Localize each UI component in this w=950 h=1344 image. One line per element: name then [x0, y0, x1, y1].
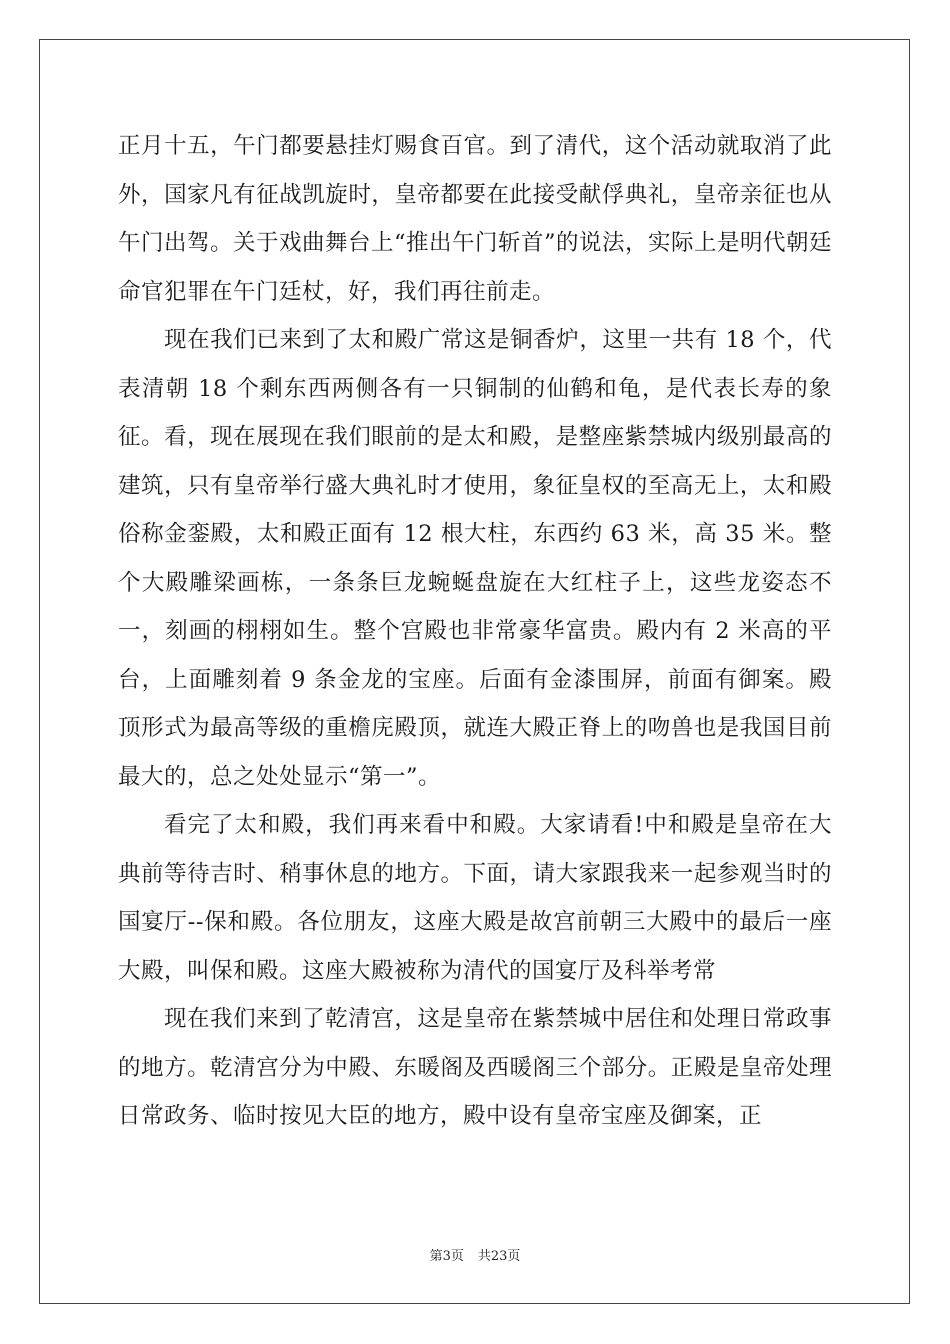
page-number-current: 第3页	[429, 1249, 464, 1264]
page-number-total: 共23页	[477, 1249, 521, 1264]
paragraph-3: 看完了太和殿，我们再来看中和殿。大家请看!中和殿是皇帝在大典前等待吉时、稍事休息的地方。下面，请大家跟我来一起参观当时的国宴厅--保和殿。各位朋友，这座大殿是故宫前朝三大殿中的最后一座大殿，叫保和殿。这座大殿被称为清代的国宴厅及科举考常	[118, 812, 832, 984]
paragraph-4: 现在我们来到了乾清宫，这是皇帝在紫禁城中居住和处理日常政事的地方。乾清宫分为中殿、东暖阁及西暖阁三个部分。正殿是皇帝处理日常政务、临时按见大臣的地方，殿中设有皇帝宝座及御案，正	[118, 1006, 832, 1129]
paragraph-2: 现在我们已来到了太和殿广常这是铜香炉，这里一共有 18 个，代表清朝 18 个剩东西两侧各有一只铜制的仙鹤和龟，是代表长寿的象征。看，现在展现在我们眼前的是太和殿，是整座紫禁城内级别最高的建筑，只有皇帝举行盛大典礼时才使用，象征皇权的至高无上，太和殿俗称金銮殿，太和殿正面有 12 根大柱，东西约 63 米，高 35 米。整个大殿雕梁画栋，一条条巨龙蜿蜒盘旋在大红柱子上，这些龙姿态不一，刻画的栩栩如生。整个宫殿也非常豪华富贵。殿内有 2 米高的平台，上面雕刻着 9 条金龙的宝座。后面有金漆围屏，前面有御案。殿顶形式为最高等级的重檐庑殿顶，就连大殿正脊上的吻兽也是我国目前最大的，总之处处显示“第一”。	[118, 327, 832, 790]
document-body	[118, 122, 832, 1141]
page-footer	[0, 1245, 950, 1264]
paragraph-1: 正月十五，午门都要悬挂灯赐食百官。到了清代，这个活动就取消了此外，国家凡有征战凯旋时，皇帝都要在此接受献俘典礼，皇帝亲征也从午门出驾。关于戏曲舞台上“推出午门斩首”的说法，实际上是明代朝廷命官犯罪在午门廷杖，好，我们再往前走。	[118, 133, 833, 305]
